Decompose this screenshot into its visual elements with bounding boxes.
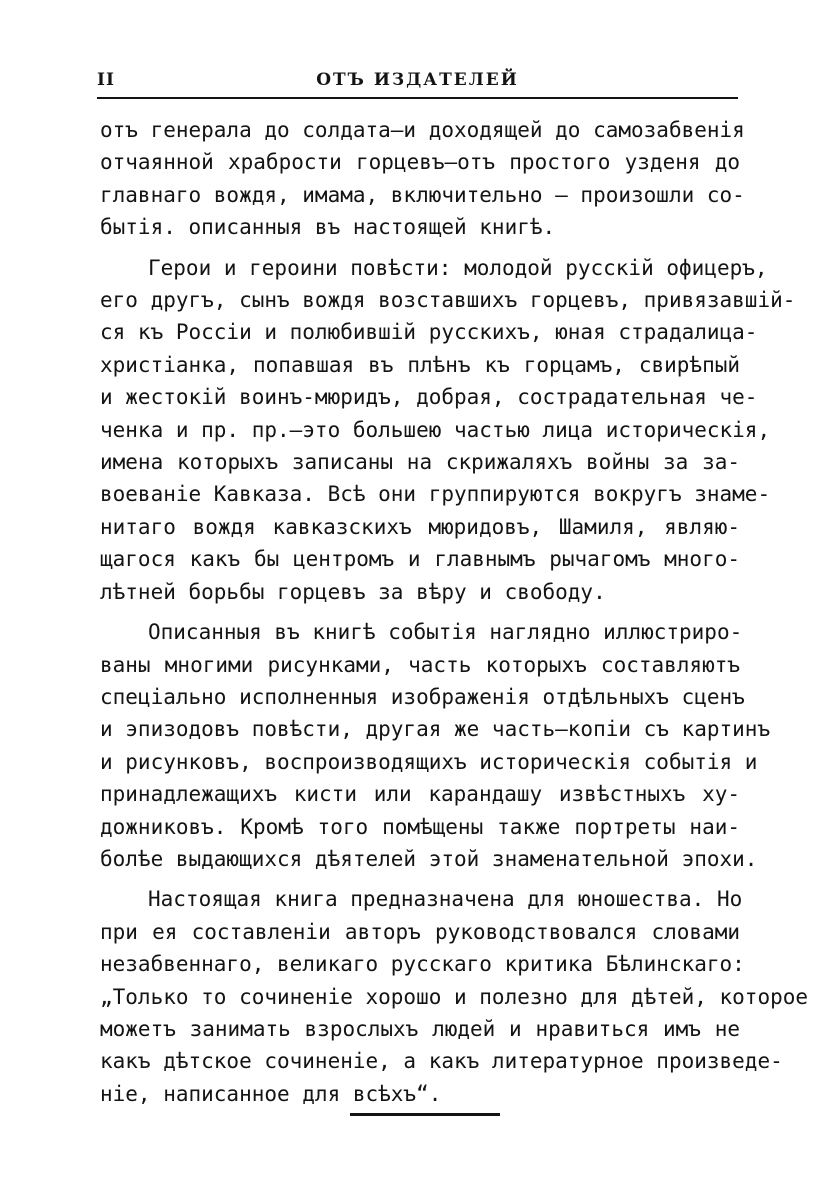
text-line: и эпизодовъ повѣсти, другая же часть—копіи съ картинъ — [100, 717, 771, 742]
page-number: II — [97, 70, 115, 90]
text-line: отъ генерала до солдата—и доходящей до самозабвенія — [100, 118, 745, 142]
text-line: ченка и пр. пр.—это большею частью лица историческія, — [100, 417, 771, 442]
text-line: дожниковъ. Кромѣ того помѣщены также портреты наи- — [100, 814, 740, 839]
text-line: отчаянной храбрости горцевъ—отъ простого узденя до — [100, 150, 740, 175]
paragraph — [100, 114, 745, 244]
text-line: незабвеннаго, великаго русскаго критика Бѣлинскаго: — [100, 952, 745, 977]
page-header — [97, 70, 738, 96]
text-line: главнаго вождя, имама, включительно — произошли со- — [100, 182, 745, 207]
text-line: Герои и героини повѣсти: молодой русскій офицеръ, — [148, 255, 768, 280]
body-text — [100, 114, 809, 1118]
paragraph — [100, 883, 809, 1110]
text-line: принадлежащихъ кисти или карандашу извѣстныхъ ху- — [100, 782, 740, 807]
text-line: Описанныя въ книгѣ событія наглядно иллюстриро- — [148, 620, 743, 645]
text-line: бытія. описанныя въ настоящей книгѣ. — [100, 215, 556, 240]
text-line: болѣе выдающихся дѣятелей этой знаменательной эпохи. — [100, 846, 758, 871]
text-line: „Только то сочиненіе хорошо и полезно для дѣтей, которое — [100, 984, 809, 1009]
text-line: какъ дѣтское сочиненіе, а какъ литературное произведе- — [100, 1049, 783, 1074]
end-rule — [350, 1113, 500, 1116]
text-line: можетъ занимать взрослыхъ людей и нравиться имъ не — [100, 1016, 740, 1041]
paragraph — [100, 252, 796, 608]
text-line: нитаго вождя кавказскихъ мюридовъ, Шамиля, являю- — [100, 514, 740, 539]
text-line: спеціально исполненныя изображенія отдѣльныхъ сценъ — [100, 684, 745, 709]
text-line: щагося какъ бы центромъ и главнымъ рычагомъ много- — [100, 547, 740, 572]
text-line: Настоящая книга предназначена для юношества. Но — [148, 887, 743, 912]
text-line: воеваніе Кавказа. Всѣ они группируются вокругъ знаме- — [100, 482, 771, 507]
running-title: ОТЪ ИЗДАТЕЛЕЙ — [316, 70, 519, 90]
text-line: христіанка, попавшая въ плѣнъ къ горцамъ, свирѣпый — [100, 352, 740, 377]
text-line: ваны многими рисунками, часть которыхъ составляютъ — [100, 652, 740, 677]
paragraph — [100, 616, 771, 875]
text-line: ніе, написанное для всѣхъ“. — [100, 1081, 442, 1106]
text-line: и жестокій воинъ-мюридъ, добрая, сострадательная че- — [100, 385, 758, 410]
header-rule — [97, 97, 738, 99]
text-line: при ея составленіи авторъ руководствовался словами — [100, 919, 740, 944]
text-line: ся къ Россіи и полюбившій русскихъ, юная страдалица- — [100, 320, 758, 345]
text-line: и рисунковъ, воспроизводящихъ историческія событія и — [100, 749, 758, 774]
text-line: лѣтней борьбы горцевъ за вѣру и свободу. — [100, 579, 606, 604]
text-line: его другъ, сынъ вождя возставшихъ горцевъ, привязавшій- — [100, 288, 796, 313]
text-line: имена которыхъ записаны на скрижаляхъ войны за за- — [100, 450, 740, 475]
